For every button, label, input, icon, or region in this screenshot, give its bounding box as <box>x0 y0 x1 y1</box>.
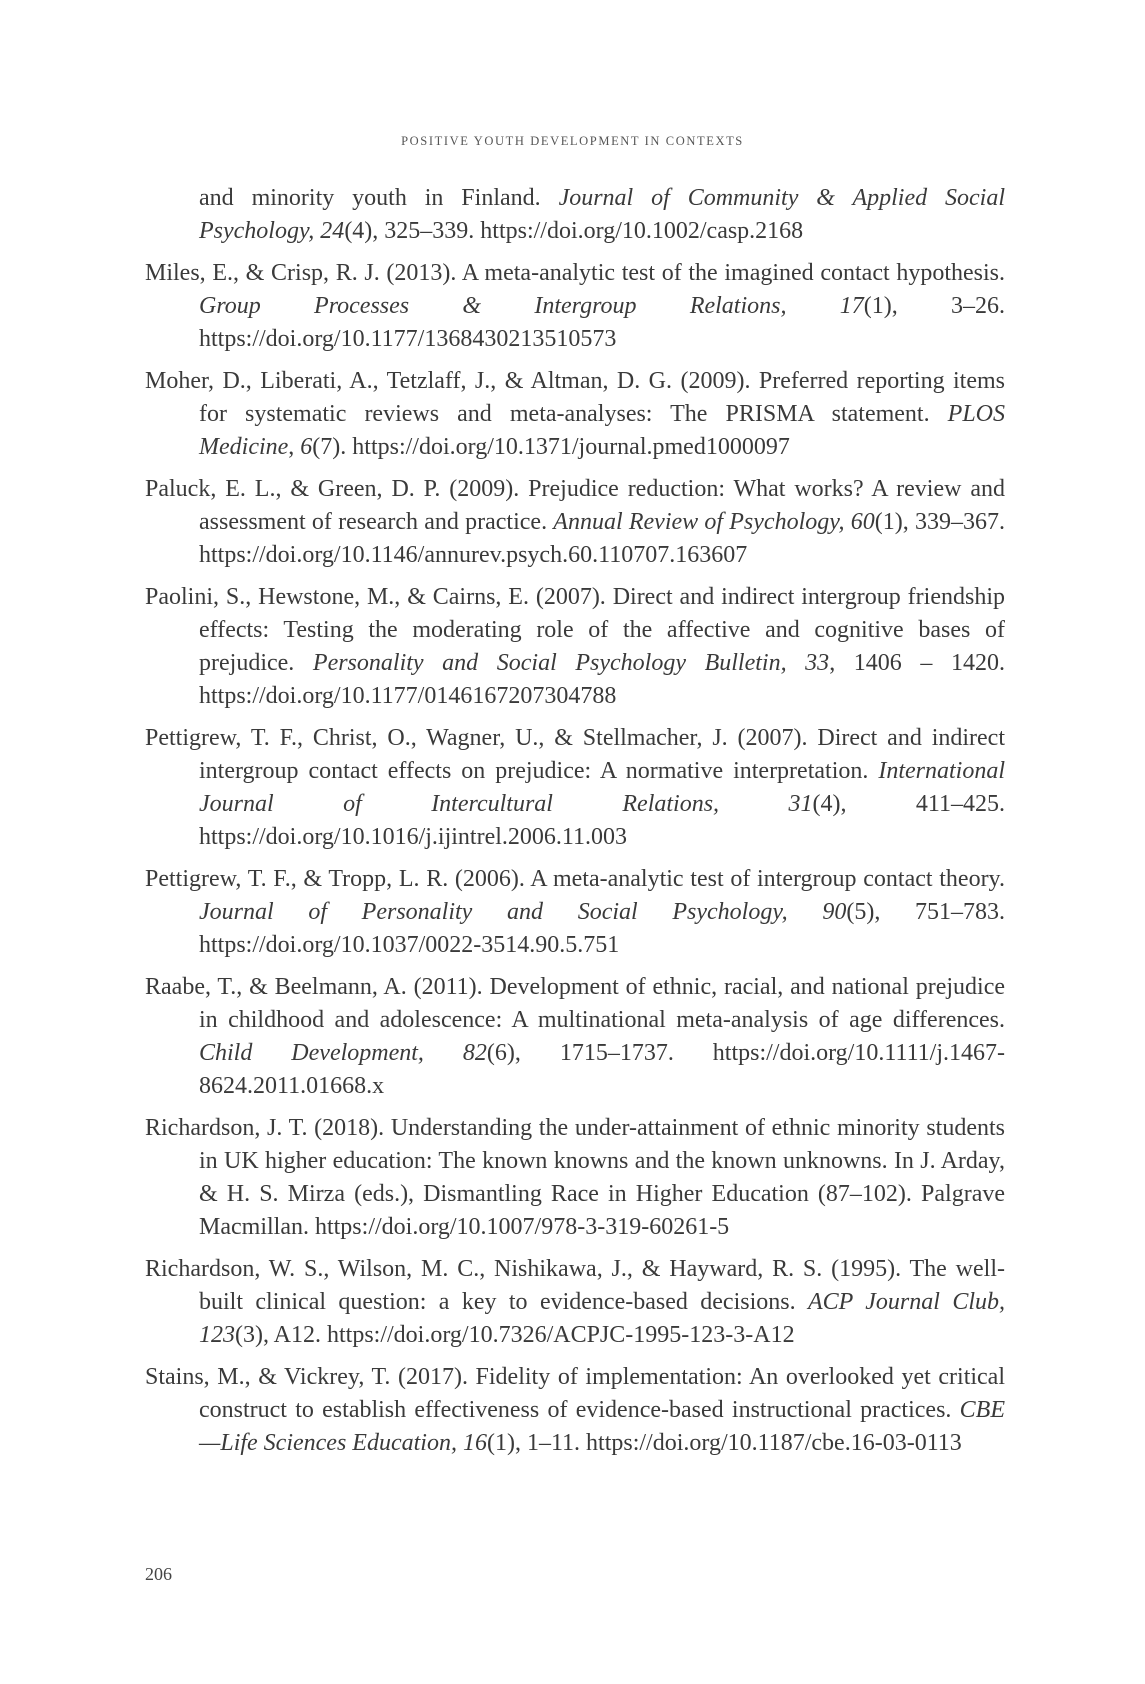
reference-entry <box>145 1253 1005 1352</box>
reference-text: (5), 751–783. https://doi.org/10.1037/0022-3514.90.5.751 <box>199 899 1006 958</box>
reference-text: (1), 3–26. https://doi.org/10.1177/1368430213510573 <box>199 293 1006 352</box>
reference-text: Moher, D., Liberati, A., Tetzlaff, J., & Altman, D. G. (2009). Preferred reporting items for systematic reviews and meta-analyses: The PRISMA statement. <box>145 368 1005 427</box>
reference-entry <box>145 722 1005 854</box>
reference-text: Pettigrew, T. F., & Tropp, L. R. (2006). A meta-analytic test of intergroup contact theory. <box>145 866 1005 892</box>
reference-text: , <box>288 434 301 460</box>
reference-source: Group Processes & Intergroup Relations, 17 <box>199 293 864 319</box>
reference-text: and minority youth in Finland. <box>199 185 559 211</box>
reference-text: Richardson, J. T. (2018). Understanding the under-attainment of ethnic minority students in UK higher education: The known knowns and the known unknowns. In J. Arday, & H. S. Mirza (eds.), Dismantling Race in Higher Education (87–102). Palgrave Macmillan. https://doi.org/10.1007/978-3-319-60261-5 <box>145 1115 1005 1240</box>
reference-text: , 1406 – 1420. https://doi.org/10.1177/0146167207304788 <box>199 650 1006 709</box>
reference-source: CBE—Life Sciences Education, 16 <box>199 1397 1005 1456</box>
reference-entry <box>145 863 1005 962</box>
reference-text: Raabe, T., & Beelmann, A. (2011). Development of ethnic, racial, and national prejudice in childhood and adolescence: A multinational meta-analysis of age differences. <box>145 974 1005 1033</box>
reference-source: Annual Review of Psychology, 60 <box>553 509 875 535</box>
reference-text: (4), 325–339. https://doi.org/10.1002/casp.2168 <box>344 218 804 244</box>
reference-text: (7). https://doi.org/10.1371/journal.pmed1000097 <box>312 434 790 460</box>
reference-text: (3), A12. https://doi.org/10.7326/ACPJC-1995-123-3-A12 <box>235 1322 795 1348</box>
reference-entry <box>145 1112 1005 1244</box>
reference-text: (6), 1715–1737. https://doi.org/10.1111/j.1467-8624.2011.01668.x <box>199 1040 1006 1099</box>
reference-source: ACP Journal Club, 123 <box>199 1289 1005 1348</box>
reference-text: Pettigrew, T. F., Christ, O., Wagner, U., & Stellmacher, J. (2007). Direct and indirect intergroup contact effects on prejudice: A normative interpretation. <box>145 725 1005 784</box>
reference-text: (1), 1–11. https://doi.org/10.1187/cbe.16-03-0113 <box>486 1430 962 1456</box>
reference-entry <box>145 1361 1005 1460</box>
reference-text: Paolini, S., Hewstone, M., & Cairns, E. (2007). Direct and indirect intergroup friendship effects: Testing the moderating role of the affective and cognitive bases of prejudice. <box>145 584 1005 676</box>
reference-entry <box>145 971 1005 1103</box>
reference-source: International Journal of Intercultural Relations, 31 <box>199 758 1005 817</box>
reference-entry <box>145 473 1005 572</box>
reference-source: Journal of Personality and Social Psychology, 90 <box>199 899 847 925</box>
page-number: 206 <box>145 1564 172 1584</box>
reference-entry <box>145 182 1005 248</box>
reference-text: Stains, M., & Vickrey, T. (2017). Fidelity of implementation: An overlooked yet critical construct to establish effectiveness of evidence-based instructional practices. <box>145 1364 1005 1423</box>
reference-source: Child Development, 82 <box>199 1040 487 1066</box>
reference-list <box>145 182 1005 1469</box>
reference-text: (4), 411–425. https://doi.org/10.1016/j.ijintrel.2006.11.003 <box>199 791 1005 850</box>
reference-source: Personality and Social Psychology Bulletin, 33 <box>312 650 830 676</box>
reference-text: Paluck, E. L., & Green, D. P. (2009). Prejudice reduction: What works? A review and assessment of research and practice. <box>145 476 1005 535</box>
reference-text: Miles, E., & Crisp, R. J. (2013). A meta-analytic test of the imagined contact hypothesis. <box>145 260 1005 286</box>
running-header: POSITIVE YOUTH DEVELOPMENT IN CONTEXTS <box>401 134 744 148</box>
reference-text: (1), 339–367. https://doi.org/10.1146/annurev.psych.60.110707.163607 <box>199 509 1006 568</box>
reference-entry <box>145 581 1005 713</box>
reference-entry <box>145 365 1005 464</box>
reference-source: 6 <box>300 434 313 460</box>
reference-entry <box>145 257 1005 356</box>
reference-source: PLOS Medicine <box>199 401 1005 460</box>
reference-text: Richardson, W. S., Wilson, M. C., Nishikawa, J., & Hayward, R. S. (1995). The well-built clinical question: a key to evidence-based decisions. <box>145 1256 1005 1315</box>
reference-source: Journal of Community & Applied Social Psychology, 24 <box>199 185 1005 244</box>
